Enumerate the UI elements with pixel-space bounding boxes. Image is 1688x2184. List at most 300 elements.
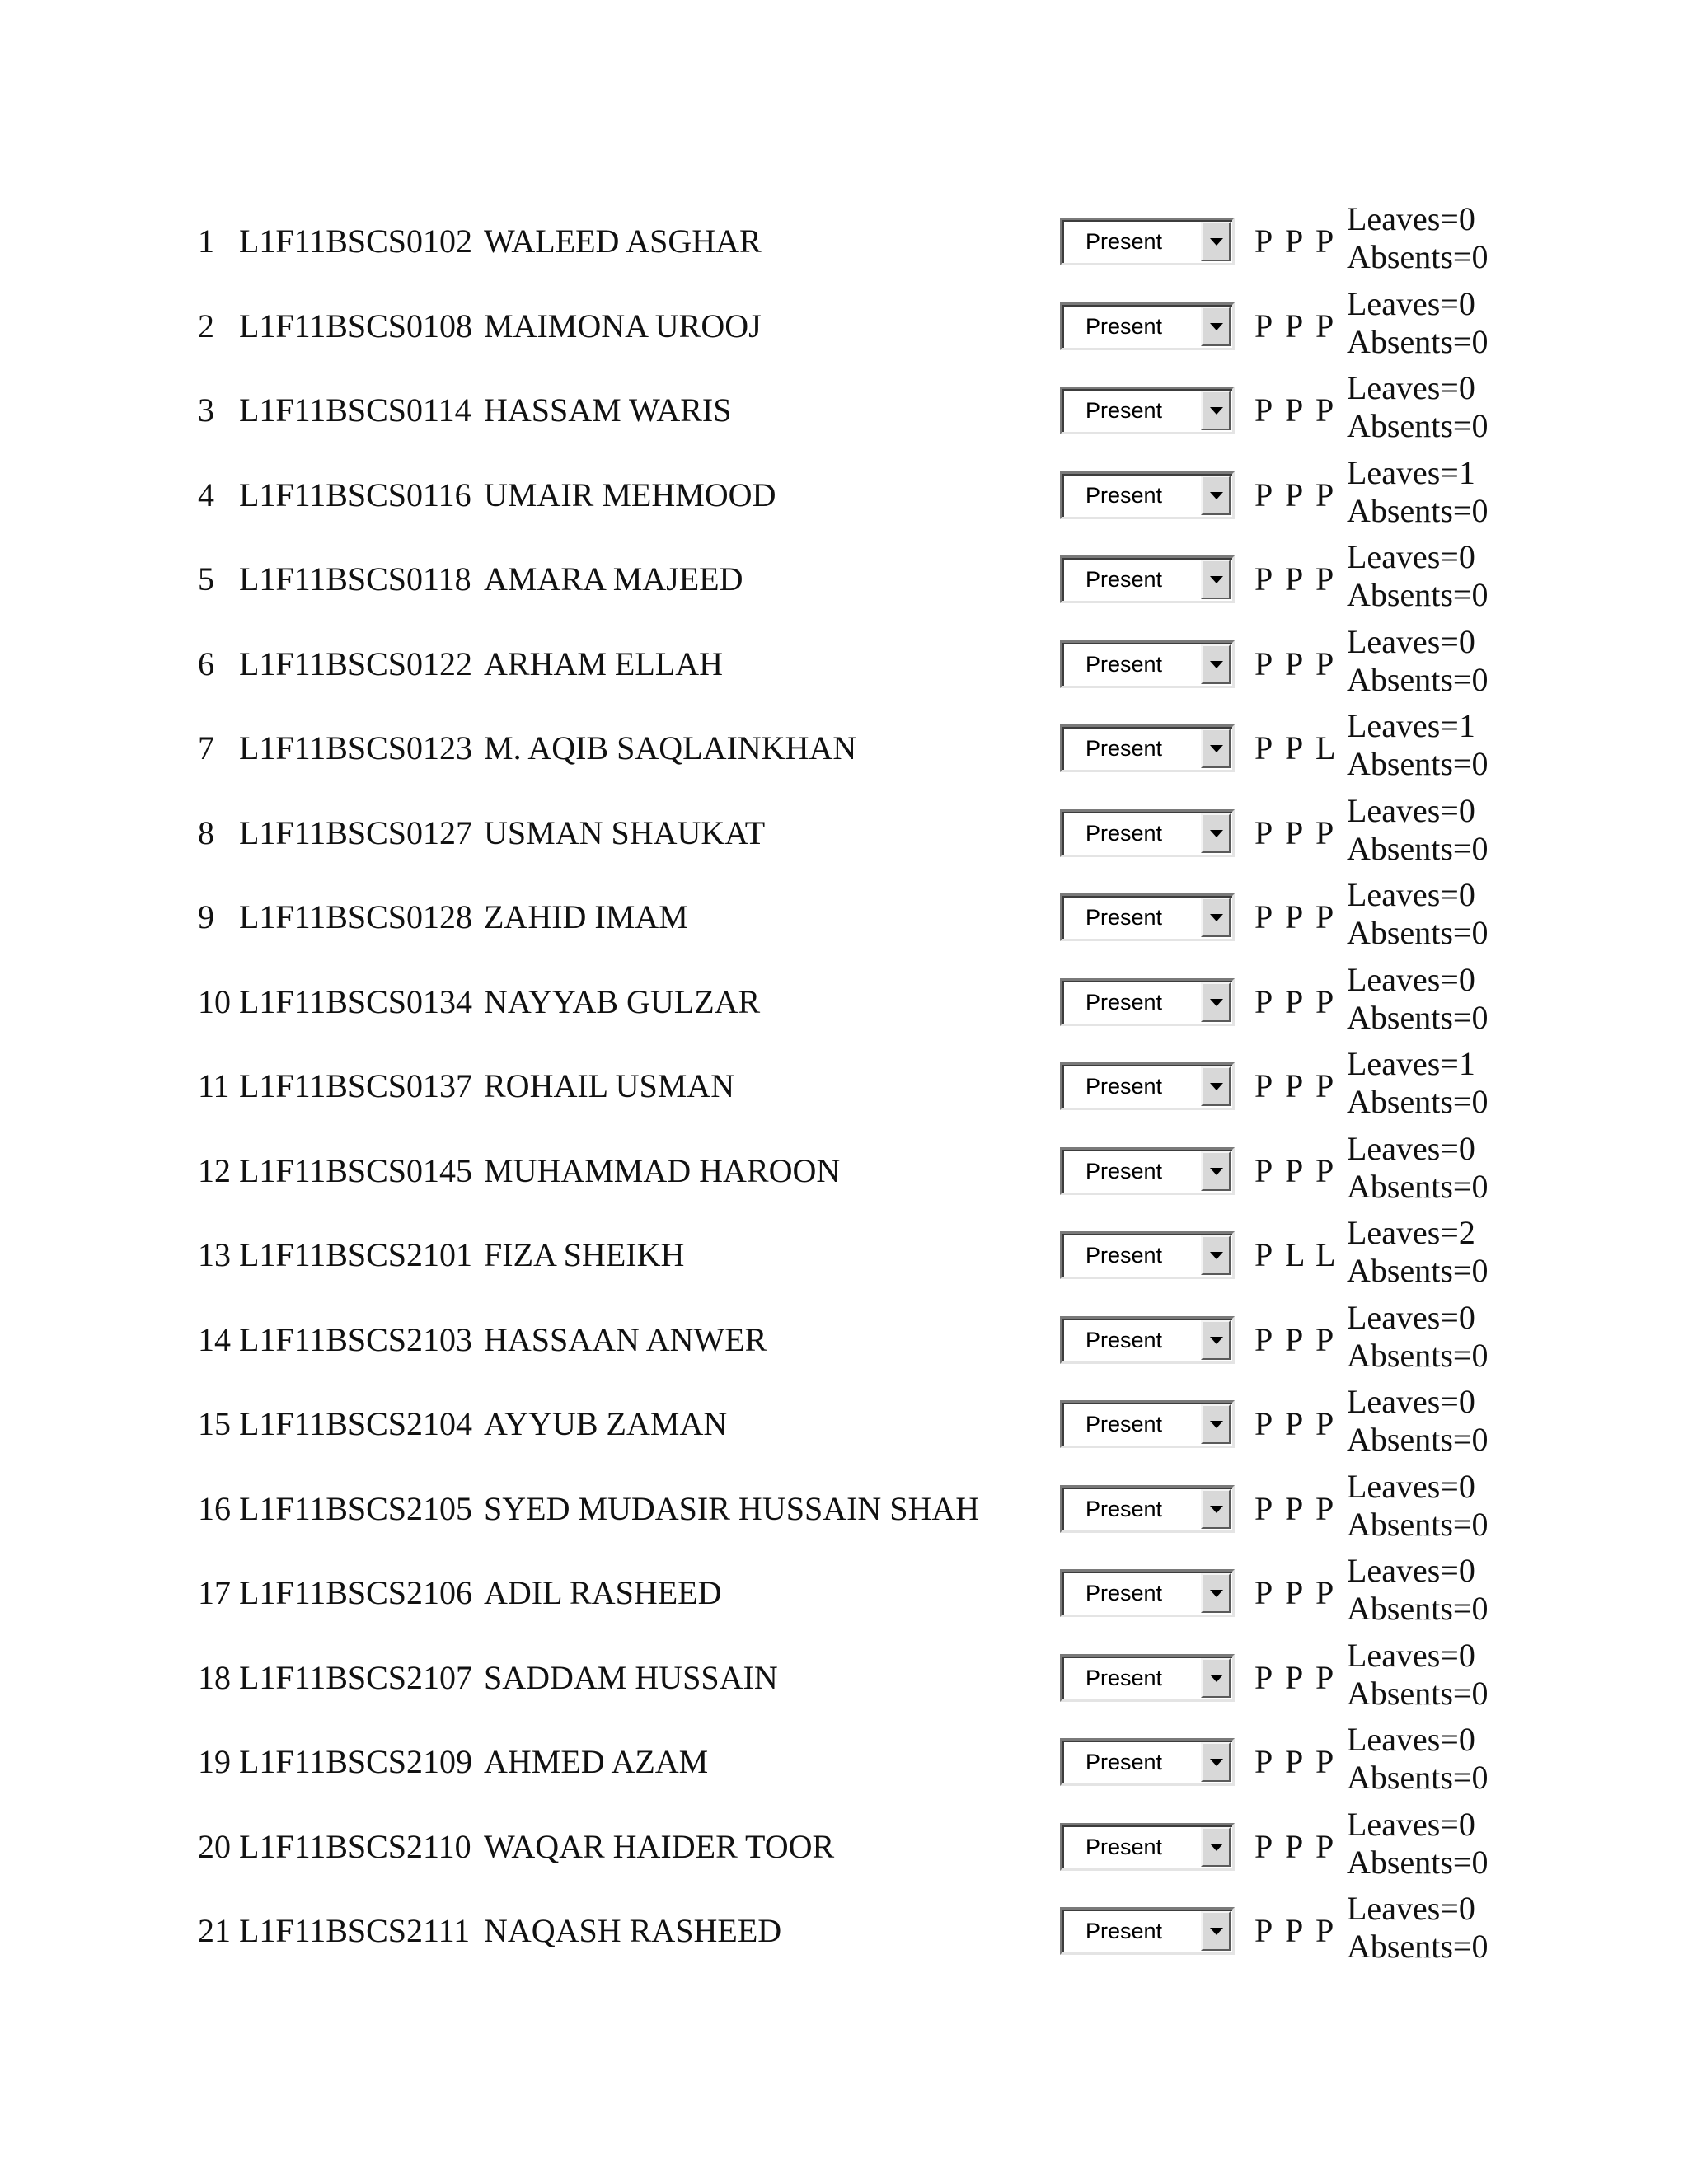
dropdown-arrow-button[interactable]	[1201, 898, 1231, 937]
student-name: AYYUB ZAMAN	[484, 1405, 728, 1442]
roll-number: L1F11BSCS2106	[239, 1574, 473, 1611]
absents-count: Absents=0	[1347, 1674, 1489, 1712]
attendance-mark: P	[1254, 223, 1273, 260]
attendance-summary	[1347, 200, 1488, 276]
attendance-summary	[1347, 1045, 1488, 1121]
student-row	[0, 284, 1688, 368]
attendance-mark: P	[1254, 560, 1273, 598]
dropdown-arrow-button[interactable]	[1201, 644, 1231, 684]
attendance-mark: P	[1315, 982, 1334, 1020]
attendance-mark: P	[1254, 1489, 1273, 1527]
dropdown-arrow-button[interactable]	[1201, 222, 1231, 261]
dropdown-arrow-button[interactable]	[1201, 1573, 1231, 1613]
attendance-status-value: Present	[1085, 313, 1163, 339]
attendance-mark: P	[1254, 1827, 1273, 1865]
serial-number: 7	[198, 729, 214, 766]
leaves-count: Leaves=0	[1347, 1129, 1475, 1167]
leaves-count: Leaves=0	[1347, 622, 1475, 660]
attendance-mark: P	[1315, 223, 1334, 260]
attendance-history	[1254, 1318, 1346, 1362]
leaves-count: Leaves=0	[1347, 1805, 1475, 1843]
dropdown-arrow-button[interactable]	[1201, 729, 1231, 768]
serial-number: 5	[198, 560, 214, 598]
attendance-mark: P	[1254, 644, 1273, 682]
attendance-mark: P	[1315, 1151, 1334, 1189]
attendance-summary	[1347, 285, 1488, 361]
attendance-status-value: Present	[1085, 989, 1163, 1015]
attendance-status-dropdown[interactable]	[1060, 1400, 1235, 1448]
student-name: WALEED ASGHAR	[484, 223, 762, 260]
serial-number: 10	[198, 982, 231, 1020]
attendance-status-dropdown[interactable]	[1060, 302, 1235, 350]
attendance-mark: P	[1254, 729, 1273, 766]
attendance-status-value: Present	[1085, 229, 1163, 254]
chevron-down-icon	[1210, 1168, 1223, 1175]
attendance-mark: P	[1285, 1489, 1304, 1527]
serial-number: 6	[198, 644, 214, 682]
attendance-mark: P	[1285, 1405, 1304, 1442]
dropdown-arrow-button[interactable]	[1201, 1489, 1231, 1529]
roll-number: L1F11BSCS0128	[239, 898, 473, 935]
attendance-status-dropdown[interactable]	[1060, 387, 1235, 434]
attendance-mark: L	[1315, 729, 1336, 766]
student-row	[0, 706, 1688, 790]
attendance-mark: L	[1285, 1236, 1306, 1273]
roll-number: L1F11BSCS0134	[239, 982, 473, 1020]
absents-count: Absents=0	[1347, 1336, 1489, 1374]
roll-number: L1F11BSCS2110	[239, 1827, 471, 1865]
attendance-status-dropdown[interactable]	[1060, 1062, 1235, 1110]
attendance-status-value: Present	[1085, 398, 1163, 423]
absents-count: Absents=0	[1347, 576, 1489, 613]
serial-number: 12	[198, 1151, 231, 1189]
serial-number: 21	[198, 1912, 231, 1949]
dropdown-arrow-button[interactable]	[1201, 1235, 1231, 1275]
student-row	[0, 1382, 1688, 1466]
student-row	[0, 537, 1688, 621]
attendance-mark: P	[1315, 898, 1334, 935]
student-row	[0, 1636, 1688, 1720]
absents-count: Absents=0	[1347, 1928, 1489, 1965]
attendance-mark: P	[1315, 813, 1334, 851]
leaves-count: Leaves=0	[1347, 1467, 1475, 1505]
serial-number: 17	[198, 1574, 231, 1611]
attendance-history	[1254, 811, 1346, 855]
attendance-history	[1254, 388, 1346, 433]
absents-count: Absents=0	[1347, 998, 1489, 1036]
attendance-mark: P	[1315, 1067, 1334, 1104]
attendance-mark: L	[1315, 1236, 1336, 1273]
leaves-count: Leaves=1	[1347, 707, 1475, 744]
student-name: ROHAIL USMAN	[484, 1067, 735, 1104]
student-name: USMAN SHAUKAT	[484, 813, 766, 851]
absents-count: Absents=0	[1347, 491, 1489, 529]
student-name: AHMED AZAM	[484, 1743, 709, 1780]
attendance-mark: P	[1285, 307, 1304, 344]
attendance-mark: P	[1285, 898, 1304, 935]
roll-number: L1F11BSCS0122	[239, 644, 473, 682]
chevron-down-icon	[1210, 1928, 1223, 1935]
attendance-history	[1254, 1064, 1346, 1108]
attendance-mark: P	[1285, 1743, 1304, 1780]
roll-number: L1F11BSCS2103	[239, 1320, 473, 1358]
student-row	[0, 1889, 1688, 1973]
student-row	[0, 875, 1688, 959]
attendance-status-value: Present	[1085, 820, 1163, 846]
attendance-mark: P	[1315, 1912, 1334, 1949]
attendance-mark: P	[1315, 1489, 1334, 1527]
absents-count: Absents=0	[1347, 829, 1489, 867]
student-row	[0, 791, 1688, 875]
attendance-summary	[1347, 961, 1488, 1037]
dropdown-arrow-button[interactable]	[1201, 982, 1231, 1022]
dropdown-arrow-button[interactable]	[1201, 1911, 1231, 1951]
attendance-mark: P	[1285, 223, 1304, 260]
attendance-status-value: Present	[1085, 1074, 1163, 1099]
absents-count: Absents=0	[1347, 745, 1489, 782]
student-name: SYED MUDASIR HUSSAIN SHAH	[484, 1489, 980, 1527]
chevron-down-icon	[1210, 1759, 1223, 1766]
roll-number: L1F11BSCS2109	[239, 1743, 473, 1780]
roll-number: L1F11BSCS0123	[239, 729, 473, 766]
attendance-mark: P	[1285, 560, 1304, 598]
serial-number: 1	[198, 223, 214, 260]
attendance-mark: P	[1315, 476, 1334, 513]
attendance-summary	[1347, 1214, 1488, 1290]
attendance-mark: P	[1254, 307, 1273, 344]
leaves-count: Leaves=0	[1347, 960, 1475, 998]
roll-number: L1F11BSCS0114	[239, 391, 471, 429]
roll-number: L1F11BSCS0116	[239, 476, 471, 513]
attendance-mark: P	[1315, 1574, 1334, 1611]
attendance-mark: P	[1315, 1743, 1334, 1780]
attendance-status-value: Present	[1085, 651, 1163, 677]
leaves-count: Leaves=0	[1347, 200, 1475, 237]
dropdown-arrow-button[interactable]	[1201, 391, 1231, 430]
chevron-down-icon	[1210, 1337, 1223, 1344]
attendance-mark: P	[1285, 644, 1304, 682]
absents-count: Absents=0	[1347, 1167, 1489, 1205]
absents-count: Absents=0	[1347, 660, 1489, 698]
attendance-mark: P	[1254, 982, 1273, 1020]
student-name: M. AQIB SAQLAINKHAN	[484, 729, 857, 766]
dropdown-arrow-button[interactable]	[1201, 1827, 1231, 1867]
serial-number: 15	[198, 1405, 231, 1442]
student-name: AMARA MAJEED	[484, 560, 743, 598]
chevron-down-icon	[1210, 1083, 1223, 1090]
attendance-summary	[1347, 623, 1488, 699]
attendance-summary	[1347, 1383, 1488, 1459]
student-row	[0, 368, 1688, 452]
attendance-status-value: Present	[1085, 736, 1163, 761]
chevron-down-icon	[1210, 999, 1223, 1006]
student-row	[0, 960, 1688, 1044]
attendance-summary	[1347, 1721, 1488, 1797]
attendance-status-dropdown[interactable]	[1060, 640, 1235, 688]
serial-number: 19	[198, 1743, 231, 1780]
leaves-count: Leaves=0	[1347, 791, 1475, 829]
dropdown-arrow-button[interactable]	[1201, 1742, 1231, 1782]
absents-count: Absents=0	[1347, 1590, 1489, 1627]
attendance-history	[1254, 980, 1346, 1024]
attendance-history	[1254, 1571, 1346, 1615]
roll-number: L1F11BSCS0108	[239, 307, 473, 344]
attendance-status-dropdown[interactable]	[1060, 1316, 1235, 1364]
attendance-mark: P	[1285, 1827, 1304, 1865]
absents-count: Absents=0	[1347, 914, 1489, 951]
attendance-mark: P	[1254, 1658, 1273, 1696]
roll-number: L1F11BSCS0127	[239, 813, 473, 851]
attendance-summary	[1347, 1552, 1488, 1628]
attendance-mark: P	[1315, 1320, 1334, 1358]
chevron-down-icon	[1210, 1844, 1223, 1851]
roll-number: L1F11BSCS2107	[239, 1658, 473, 1696]
attendance-status-dropdown[interactable]	[1060, 1569, 1235, 1617]
leaves-count: Leaves=0	[1347, 1298, 1475, 1336]
student-name: FIZA SHEIKH	[484, 1236, 685, 1273]
student-row	[0, 1298, 1688, 1382]
attendance-status-dropdown[interactable]	[1060, 1147, 1235, 1195]
attendance-mark: P	[1315, 1827, 1334, 1865]
attendance-history	[1254, 1740, 1346, 1784]
attendance-status-value: Present	[1085, 1412, 1163, 1436]
chevron-down-icon	[1210, 407, 1223, 415]
absents-count: Absents=0	[1347, 1505, 1489, 1543]
chevron-down-icon	[1210, 830, 1223, 837]
student-row	[0, 1129, 1688, 1213]
attendance-mark: P	[1254, 1320, 1273, 1358]
chevron-down-icon	[1210, 492, 1223, 499]
attendance-history	[1254, 895, 1346, 940]
absents-count: Absents=0	[1347, 322, 1489, 360]
student-name: MUHAMMAD HAROON	[484, 1151, 841, 1189]
attendance-mark: P	[1315, 1658, 1334, 1696]
attendance-summary	[1347, 1890, 1488, 1966]
leaves-count: Leaves=0	[1347, 284, 1475, 322]
attendance-status-dropdown[interactable]	[1060, 1485, 1235, 1533]
attendance-mark: P	[1315, 560, 1334, 598]
serial-number: 18	[198, 1658, 231, 1696]
student-name: NAQASH RASHEED	[484, 1912, 782, 1949]
leaves-count: Leaves=1	[1347, 1045, 1475, 1082]
dropdown-arrow-button[interactable]	[1201, 1320, 1231, 1360]
leaves-count: Leaves=1	[1347, 453, 1475, 491]
attendance-mark: P	[1285, 1067, 1304, 1104]
student-row	[0, 1720, 1688, 1804]
attendance-status-value: Present	[1085, 567, 1163, 592]
attendance-history	[1254, 1402, 1346, 1446]
dropdown-arrow-button[interactable]	[1201, 560, 1231, 599]
attendance-status-dropdown[interactable]	[1060, 1654, 1235, 1702]
attendance-summary	[1347, 876, 1488, 952]
roll-number: L1F11BSCS2104	[239, 1405, 473, 1442]
student-row	[0, 1044, 1688, 1128]
attendance-mark: P	[1254, 1743, 1273, 1780]
student-name: SADDAM HUSSAIN	[484, 1658, 778, 1696]
student-row	[0, 1805, 1688, 1889]
attendance-summary	[1347, 1806, 1488, 1882]
student-name: ADIL RASHEED	[484, 1574, 722, 1611]
attendance-mark: P	[1254, 391, 1273, 429]
attendance-status-value: Present	[1085, 1750, 1163, 1774]
dropdown-arrow-button[interactable]	[1201, 307, 1231, 346]
leaves-count: Leaves=2	[1347, 1214, 1475, 1251]
dropdown-arrow-button[interactable]	[1201, 476, 1231, 515]
student-row	[0, 453, 1688, 537]
attendance-history	[1254, 1909, 1346, 1953]
attendance-status-value: Present	[1085, 905, 1163, 930]
attendance-mark: P	[1285, 813, 1304, 851]
serial-number: 16	[198, 1489, 231, 1527]
attendance-status-dropdown[interactable]	[1060, 1823, 1235, 1871]
attendance-mark: P	[1254, 1151, 1273, 1189]
attendance-status-dropdown[interactable]	[1060, 809, 1235, 857]
attendance-status-dropdown[interactable]	[1060, 1907, 1235, 1955]
attendance-mark: P	[1315, 644, 1334, 682]
student-row	[0, 1213, 1688, 1297]
serial-number: 11	[198, 1067, 230, 1104]
serial-number: 2	[198, 307, 214, 344]
dropdown-arrow-button[interactable]	[1201, 1066, 1231, 1106]
attendance-history	[1254, 1233, 1346, 1277]
student-row	[0, 622, 1688, 706]
roll-number: L1F11BSCS0137	[239, 1067, 473, 1104]
attendance-mark: P	[1254, 898, 1273, 935]
serial-number: 20	[198, 1827, 231, 1865]
attendance-status-value: Present	[1085, 1158, 1163, 1183]
attendance-history	[1254, 726, 1346, 771]
attendance-history	[1254, 642, 1346, 687]
dropdown-arrow-button[interactable]	[1201, 1658, 1231, 1698]
attendance-history	[1254, 1149, 1346, 1193]
student-name: UMAIR MEHMOOD	[484, 476, 776, 513]
chevron-down-icon	[1210, 1252, 1223, 1259]
attendance-status-value: Present	[1085, 1919, 1163, 1943]
leaves-count: Leaves=0	[1347, 1383, 1475, 1420]
attendance-status-dropdown[interactable]	[1060, 724, 1235, 772]
attendance-status-dropdown[interactable]	[1060, 555, 1235, 603]
attendance-summary	[1347, 1637, 1488, 1713]
chevron-down-icon	[1210, 1675, 1223, 1682]
attendance-summary	[1347, 707, 1488, 783]
chevron-down-icon	[1210, 576, 1223, 583]
leaves-count: Leaves=0	[1347, 1636, 1475, 1674]
attendance-status-value: Present	[1085, 1243, 1163, 1268]
student-name: ARHAM ELLAH	[484, 644, 723, 682]
student-row	[0, 199, 1688, 284]
student-name: HASSAM WARIS	[484, 391, 732, 429]
attendance-status-dropdown[interactable]	[1060, 471, 1235, 519]
attendance-status-value: Present	[1085, 1496, 1163, 1521]
attendance-status-dropdown[interactable]	[1060, 218, 1235, 265]
roll-number: L1F11BSCS2105	[239, 1489, 473, 1527]
absents-count: Absents=0	[1347, 407, 1489, 444]
dropdown-arrow-button[interactable]	[1201, 1404, 1231, 1444]
student-name: MAIMONA UROOJ	[484, 307, 762, 344]
attendance-status-dropdown[interactable]	[1060, 893, 1235, 941]
attendance-history	[1254, 1656, 1346, 1700]
leaves-count: Leaves=0	[1347, 369, 1475, 406]
dropdown-arrow-button[interactable]	[1201, 1151, 1231, 1191]
absents-count: Absents=0	[1347, 1421, 1489, 1458]
attendance-mark: P	[1285, 1320, 1304, 1358]
attendance-mark: P	[1254, 1236, 1273, 1273]
roll-number: L1F11BSCS2101	[239, 1236, 473, 1273]
leaves-count: Leaves=0	[1347, 1552, 1475, 1589]
attendance-mark: P	[1254, 1912, 1273, 1949]
attendance-mark: P	[1254, 1405, 1273, 1442]
attendance-mark: P	[1254, 1067, 1273, 1104]
student-name: HASSAAN ANWER	[484, 1320, 767, 1358]
attendance-history	[1254, 219, 1346, 264]
chevron-down-icon	[1210, 661, 1223, 668]
serial-number: 13	[198, 1236, 231, 1273]
roll-number: L1F11BSCS2111	[239, 1912, 471, 1949]
attendance-mark: P	[1285, 1912, 1304, 1949]
student-name: WAQAR HAIDER TOOR	[484, 1827, 835, 1865]
student-row	[0, 1551, 1688, 1635]
leaves-count: Leaves=0	[1347, 1890, 1475, 1927]
student-name: NAYYAB GULZAR	[484, 982, 761, 1020]
attendance-mark: P	[1285, 1574, 1304, 1611]
attendance-status-dropdown[interactable]	[1060, 978, 1235, 1026]
absents-count: Absents=0	[1347, 1252, 1489, 1289]
student-row	[0, 1467, 1688, 1551]
attendance-history	[1254, 1825, 1346, 1869]
attendance-status-value: Present	[1085, 1665, 1163, 1690]
serial-number: 4	[198, 476, 214, 513]
absents-count: Absents=0	[1347, 1843, 1489, 1881]
attendance-summary	[1347, 369, 1488, 445]
attendance-mark: P	[1285, 391, 1304, 429]
attendance-status-dropdown[interactable]	[1060, 1738, 1235, 1786]
attendance-status-dropdown[interactable]	[1060, 1231, 1235, 1279]
attendance-mark: P	[1315, 391, 1334, 429]
attendance-summary	[1347, 792, 1488, 868]
attendance-status-value: Present	[1085, 1581, 1163, 1605]
attendance-status-value: Present	[1085, 1327, 1163, 1352]
absents-count: Absents=0	[1347, 1083, 1489, 1120]
serial-number: 3	[198, 391, 214, 429]
attendance-history	[1254, 557, 1346, 602]
attendance-mark: P	[1285, 1658, 1304, 1696]
chevron-down-icon	[1210, 323, 1223, 330]
chevron-down-icon	[1210, 238, 1223, 246]
leaves-count: Leaves=0	[1347, 876, 1475, 913]
attendance-summary	[1347, 454, 1488, 530]
student-name: ZAHID IMAM	[484, 898, 688, 935]
attendance-history	[1254, 304, 1346, 349]
attendance-mark: P	[1285, 729, 1304, 766]
roll-number: L1F11BSCS0102	[239, 223, 473, 260]
leaves-count: Leaves=0	[1347, 538, 1475, 575]
attendance-mark: P	[1285, 982, 1304, 1020]
dropdown-arrow-button[interactable]	[1201, 813, 1231, 853]
attendance-summary	[1347, 1468, 1488, 1544]
roll-number: L1F11BSCS0145	[239, 1151, 473, 1189]
attendance-status-value: Present	[1085, 482, 1163, 508]
chevron-down-icon	[1210, 1506, 1223, 1513]
attendance-mark: P	[1315, 307, 1334, 344]
chevron-down-icon	[1210, 745, 1223, 752]
attendance-mark: P	[1254, 476, 1273, 513]
attendance-mark: P	[1285, 476, 1304, 513]
attendance-status-value: Present	[1085, 1834, 1163, 1859]
serial-number: 9	[198, 898, 214, 935]
chevron-down-icon	[1210, 1590, 1223, 1597]
attendance-mark: P	[1285, 1151, 1304, 1189]
leaves-count: Leaves=0	[1347, 1721, 1475, 1758]
